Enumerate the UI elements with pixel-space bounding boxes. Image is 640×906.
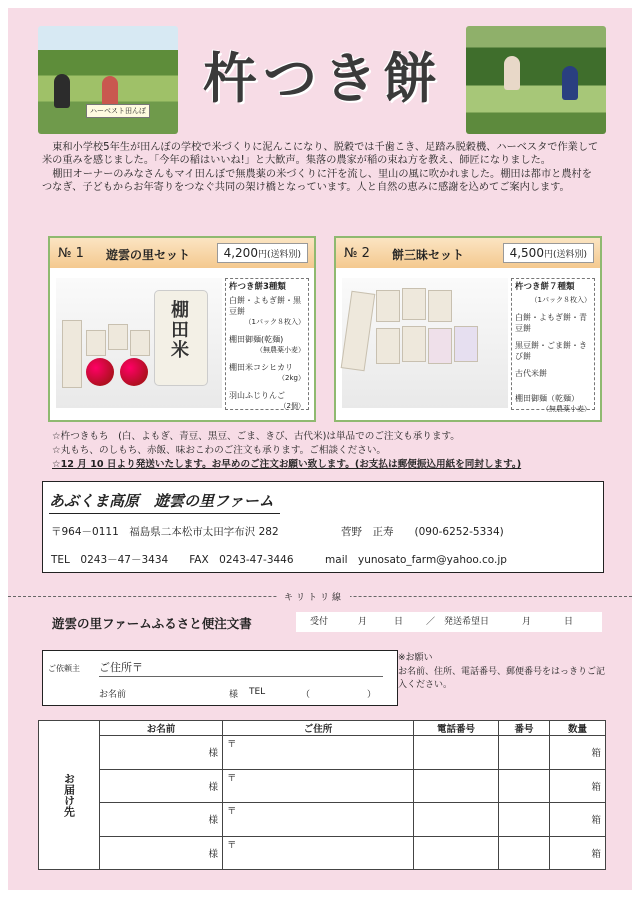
month-label: 月 [522, 617, 532, 627]
intro-paragraph: 棚田オーナーのみなさんもマイ田んぼで無農薬の米づくりに汗を流し、里山の風に吹かれました。棚田は都市と農村をつなぎ、子どもからお年寄りをつなぐ共同の架け橋となっています。人と自然の恵みに感謝を込めてご案内します。 [42, 168, 592, 194]
set-header [50, 238, 314, 268]
quantity-cell[interactable]: 箱 [550, 769, 606, 803]
separator: ／ [426, 617, 436, 627]
noodle-box [62, 320, 82, 388]
mochi-pack [402, 326, 426, 362]
mochi-pack [454, 326, 478, 362]
request-title: ※お願い [398, 653, 433, 663]
apple-icon [120, 358, 148, 386]
set-price [503, 243, 594, 263]
request-body: お名前、住所、電話番号、郵便番号をはっきりご記入ください。 [398, 666, 606, 690]
set-number: № 2 [344, 246, 370, 261]
note-line: ☆杵つきもち (白、よもぎ、青豆、黒豆、ごま、きび、古代米)は単品でのご注文も承ります。 [52, 431, 460, 442]
address-cell[interactable]: 〒 [223, 736, 414, 770]
day-label: 日 [564, 617, 574, 627]
farm-contact: TEL 0243－47－3434 FAX 0243-47-3446 mail yunosato_farm@yahoo.co.jp [51, 554, 507, 566]
honorific-label: 様 [229, 690, 239, 700]
price-value: 4,500 [509, 246, 544, 260]
name-cell[interactable]: 様 [100, 836, 223, 870]
person-figure [562, 66, 578, 100]
table-row[interactable] [39, 836, 606, 870]
phone-cell[interactable] [414, 836, 499, 870]
col-header-address: ご住所 [223, 721, 414, 736]
product-photo [56, 278, 222, 408]
day-label: 日 [394, 617, 404, 627]
list-item-note: （1パック８枚入） [530, 296, 591, 304]
farm-info-box [42, 481, 604, 573]
table-row[interactable] [39, 736, 606, 770]
name-cell[interactable]: 様 [100, 736, 223, 770]
col-header-quantity: 数量 [550, 721, 606, 736]
set-number: № 1 [58, 246, 84, 261]
list-item: 白餅・よもぎ餅・黒豆餅 [229, 296, 301, 316]
request-note [398, 652, 608, 693]
mochi-pack [428, 328, 452, 364]
address-cell[interactable]: 〒 [223, 836, 414, 870]
order-form-page [8, 8, 632, 890]
rice-bag-label: 棚田米 [171, 300, 189, 361]
name-cell[interactable]: 様 [100, 769, 223, 803]
list-item: 古代米餅 [515, 369, 547, 378]
list-item: 棚田御麺（乾麺） [515, 394, 579, 403]
list-item-note: （1パック８枚入） [244, 318, 305, 326]
set-name: 遊雲の里セット [106, 248, 191, 262]
product-set-2 [334, 236, 602, 422]
farm-name: あぶくま高原 遊雲の里ファーム [49, 490, 280, 514]
person-figure [54, 74, 70, 108]
mochi-pack [376, 328, 400, 364]
table-row[interactable] [39, 769, 606, 803]
number-cell[interactable] [499, 836, 550, 870]
price-value: 4,200 [223, 246, 258, 260]
farm-representative: 菅野 正寿 (090-6252-5334) [341, 526, 504, 538]
client-label: ご依頼主 [48, 664, 80, 673]
phone-cell[interactable] [414, 769, 499, 803]
client-tel-label: TEL [249, 687, 266, 697]
quantity-cell[interactable]: 箱 [550, 736, 606, 770]
reception-label: 受付 [310, 617, 329, 627]
intro-text [42, 141, 602, 195]
shipping-note: (送料別) [552, 250, 587, 260]
set-name: 餅三昧セット [392, 248, 465, 262]
list-item-note: （無農薬小麦） [256, 346, 305, 354]
phone-cell[interactable] [414, 736, 499, 770]
product-set-1 [48, 236, 316, 422]
list-item-note: （2kg） [278, 374, 305, 382]
mochi-pack [108, 324, 128, 350]
set-price [217, 243, 308, 263]
page-title: 杵つき餅 [203, 46, 443, 110]
col-header-phone: 電話番号 [414, 721, 499, 736]
list-heading: 杵つき餅3種類 [229, 282, 286, 292]
list-item: 羽山ふじりんご [229, 391, 285, 400]
address-cell[interactable]: 〒 [223, 803, 414, 837]
order-notes [52, 430, 612, 472]
client-tel-field[interactable]: （ ） [301, 690, 401, 700]
name-cell[interactable]: 様 [100, 803, 223, 837]
mochi-pack [376, 290, 400, 322]
table-row[interactable] [39, 803, 606, 837]
cut-line-label: キリトリ線 [278, 590, 350, 603]
client-name-label: お名前 [99, 690, 127, 700]
quantity-cell[interactable]: 箱 [550, 803, 606, 837]
list-item: 棚田御麺(乾麺) [229, 335, 284, 344]
list-item: 白餅・よもぎ餅・青豆餅 [515, 313, 587, 333]
ship-date-label: 発送希望日 [444, 617, 490, 627]
note-line: ☆12 月 10 日より発送いたします。お早めのご注文お願い致します。(お支払は郵便振込用紙を同封します。) [52, 459, 522, 470]
noodle-box [341, 291, 376, 372]
intro-paragraph: 東和小学校5年生が田んぼの学校で米づくりに泥んこになり、脱穀では千歯こき、足踏み脱穀機、ハーベスタで作業して米の重みを感じました。「今年の稲はいいね!」と大歓声。集落の農家が稲の束ね方を教え、師匠になりました。 [42, 142, 599, 167]
harvest-sign: ハーベスト田んぼ [86, 104, 150, 118]
delivery-side-label: お届け先 [39, 721, 100, 870]
order-form-title: 遊雲の里ファームふるさと便注文書 [52, 616, 252, 631]
address-cell[interactable]: 〒 [223, 769, 414, 803]
set-contents-list [225, 278, 309, 410]
apple-icon [86, 358, 114, 386]
list-item: 棚田米コシヒカリ [229, 363, 293, 372]
quantity-cell[interactable]: 箱 [550, 836, 606, 870]
mochi-pack [86, 330, 106, 356]
client-address-field[interactable]: ご住所〒 [99, 659, 383, 677]
list-item-note: （無農薬小麦） [542, 405, 591, 413]
delivery-table [38, 720, 606, 870]
col-header-name: お名前 [100, 721, 223, 736]
set-header [336, 238, 600, 268]
reception-box[interactable] [296, 612, 602, 632]
number-cell[interactable] [499, 736, 550, 770]
list-item: 黒豆餅・ごま餅・きび餅 [515, 341, 587, 361]
mochi-pack [428, 290, 452, 322]
rice-planting-photo-left [38, 26, 178, 134]
price-unit: 円 [257, 250, 267, 260]
list-item-note: （2個） [279, 402, 305, 410]
mochi-pack [130, 330, 150, 356]
product-photo [342, 278, 508, 408]
number-cell[interactable] [499, 803, 550, 837]
table-header-row [39, 721, 606, 736]
harvest-photo-right [466, 26, 606, 134]
phone-cell[interactable] [414, 803, 499, 837]
farm-address: 〒964－0111 福島県二本松市太田字布沢 282 [51, 526, 279, 538]
list-heading: 杵つき餅７種類 [515, 282, 575, 292]
client-box[interactable] [42, 650, 401, 706]
set-contents-list [511, 278, 595, 413]
mochi-pack [402, 288, 426, 320]
col-header-number: 番号 [499, 721, 550, 736]
price-unit: 円 [543, 250, 553, 260]
note-line: ☆丸もち、のしもち、赤飯、味おこわのご注文も承ります。ご相談ください。 [52, 445, 387, 456]
shipping-note: (送料別) [266, 250, 301, 260]
rice-bag [154, 290, 208, 386]
person-figure [504, 56, 520, 90]
number-cell[interactable] [499, 769, 550, 803]
month-label: 月 [358, 617, 368, 627]
